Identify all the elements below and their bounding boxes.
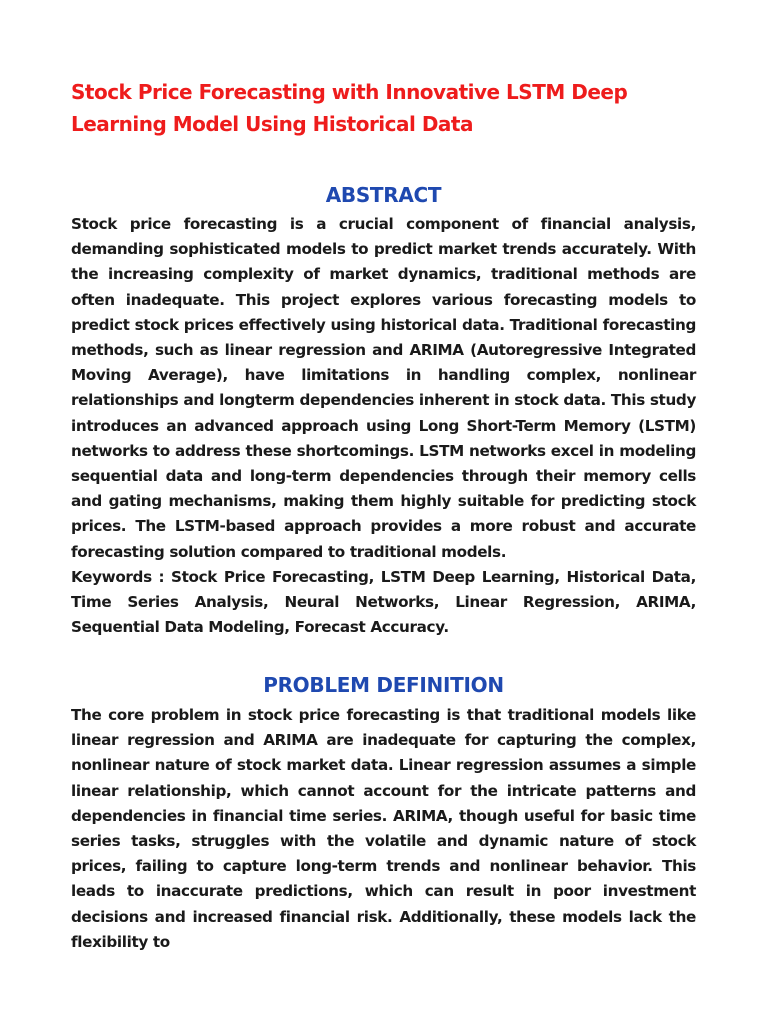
keywords-paragraph: Keywords : Stock Price Forecasting, LSTM Deep Learning, Historical Data, Time Series Analysis, Neural Networks, Linear Regression, ARIMA, Sequential Data Modeling, Forecast Accuracy. — [71, 567, 696, 637]
document-title: Stock Price Forecasting with Innovative LSTM Deep Learning Model Using Historical Data — [71, 80, 628, 136]
abstract-heading: ABSTRACT — [325, 183, 442, 207]
abstract-paragraph: Stock price forecasting is a crucial component of financial analysis, demanding sophisticated models to predict market trends accurately. With the increasing complexity of market dynamics, traditional methods are often inadequate. This project explores various forecasting models to predict stock prices effectively using historical data. Traditional forecasting methods, such as linear regression and ARIMA (Autoregressive Integrated Moving Average), have limitations in handling complex, nonlinear relationships and longterm dependencies inherent in stock data. This study introduces an advanced approach using Long Short-Term Memory (LSTM) networks to address these shortcomings. LSTM networks excel in modeling sequential data and long-term dependencies through their memory cells and gating mechanisms, making them highly suitable for predicting stock prices. The LSTM-based approach provides a more robust and accurate forecasting solution compared to traditional models. — [71, 215, 696, 561]
problem-definition-section — [71, 703, 696, 951]
problem-definition-paragraph: The core problem in stock price forecasting is that traditional models like linear regression and ARIMA are inadequate for capturing the complex, nonlinear nature of stock market data. Linear regression assumes a simple linear relationship, which cannot account for the intricate patterns and dependencies in financial time series. ARIMA, though useful for basic time series tasks, struggles with the volatile and dynamic nature of stock prices, failing to capture long-term trends and nonlinear behavior. This leads to inaccurate predictions, which can result in poor investment decisions and increased financial risk. Additionally, these models lack the flexibility to — [71, 706, 696, 951]
problem-definition-heading: PROBLEM DEFINITION — [263, 673, 504, 697]
abstract-section — [71, 212, 696, 640]
